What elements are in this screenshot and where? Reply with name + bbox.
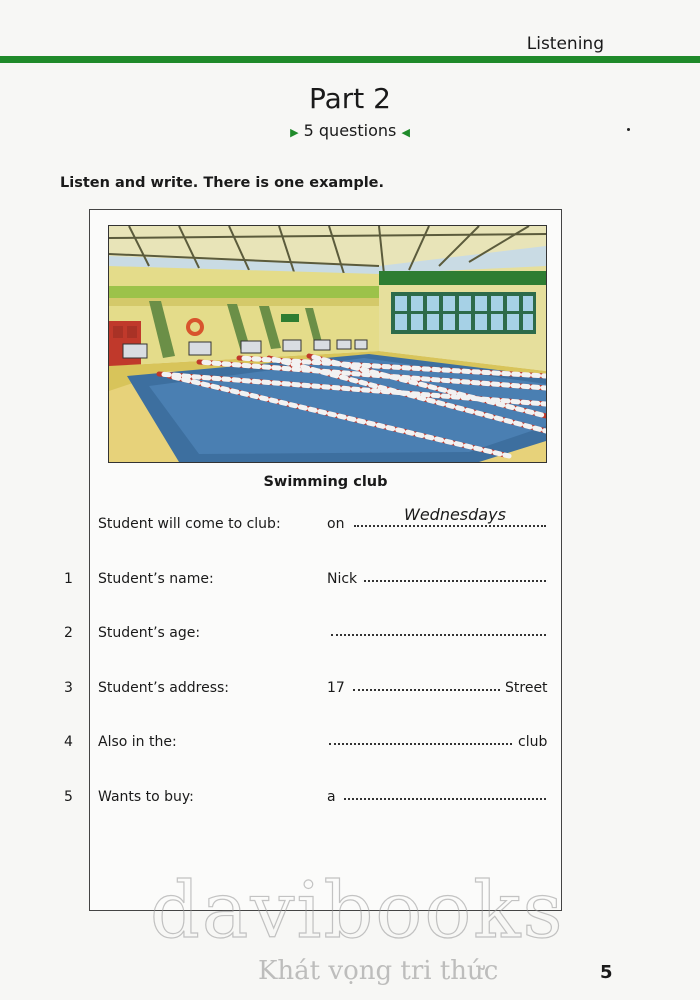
answer-line[interactable] bbox=[353, 689, 500, 691]
row-label: Student’s name: bbox=[98, 571, 214, 587]
row-prefix: on bbox=[327, 516, 345, 532]
row-prefix: Nick bbox=[327, 571, 358, 587]
row-label: Student’s age: bbox=[98, 625, 201, 641]
answer-line[interactable] bbox=[329, 743, 512, 745]
example-answer: Wednesdays bbox=[404, 505, 506, 524]
row-number: 3 bbox=[64, 680, 73, 696]
form-title: Swimming club bbox=[263, 474, 388, 490]
row-label: Also in the: bbox=[98, 734, 177, 750]
question-count-text: 5 questions bbox=[303, 121, 397, 140]
form-row-3 bbox=[0, 680, 700, 704]
row-number: 2 bbox=[64, 625, 73, 641]
instruction: Listen and write. There is one example. bbox=[60, 175, 385, 191]
header-rule bbox=[0, 56, 700, 63]
form-row-4 bbox=[0, 734, 700, 758]
row-prefix: a bbox=[327, 789, 336, 805]
swimming-pool-icon bbox=[109, 226, 546, 462]
row-suffix: Street bbox=[505, 680, 548, 696]
watermark-tagline: Khát vọng tri thức bbox=[258, 956, 499, 986]
form-row-5 bbox=[0, 789, 700, 813]
question-count bbox=[0, 121, 700, 140]
arrow-left-icon: ◀ bbox=[401, 126, 410, 139]
row-prefix: 17 bbox=[327, 680, 345, 696]
row-label: Wants to buy: bbox=[98, 789, 194, 805]
row-label: Student will come to club: bbox=[98, 516, 281, 532]
swimming-pool-illustration bbox=[108, 225, 547, 463]
form-row-2 bbox=[0, 625, 700, 649]
section-label: Listening bbox=[526, 34, 604, 54]
arrow-right-icon: ▶ bbox=[290, 126, 299, 139]
part-title: Part 2 bbox=[309, 82, 391, 115]
watermark-brand: davibooks bbox=[150, 866, 565, 956]
answer-line[interactable] bbox=[331, 634, 546, 636]
row-number: 5 bbox=[64, 789, 73, 805]
answer-line[interactable] bbox=[364, 580, 546, 582]
answer-line bbox=[354, 525, 546, 527]
row-number: 1 bbox=[64, 571, 73, 587]
form-row-1 bbox=[0, 571, 700, 595]
page-number: 5 bbox=[600, 962, 613, 983]
answer-line[interactable] bbox=[344, 798, 546, 800]
row-suffix: club bbox=[518, 734, 548, 750]
row-number: 4 bbox=[64, 734, 73, 750]
row-label: Student’s address: bbox=[98, 680, 230, 696]
form-row-example bbox=[0, 505, 700, 540]
